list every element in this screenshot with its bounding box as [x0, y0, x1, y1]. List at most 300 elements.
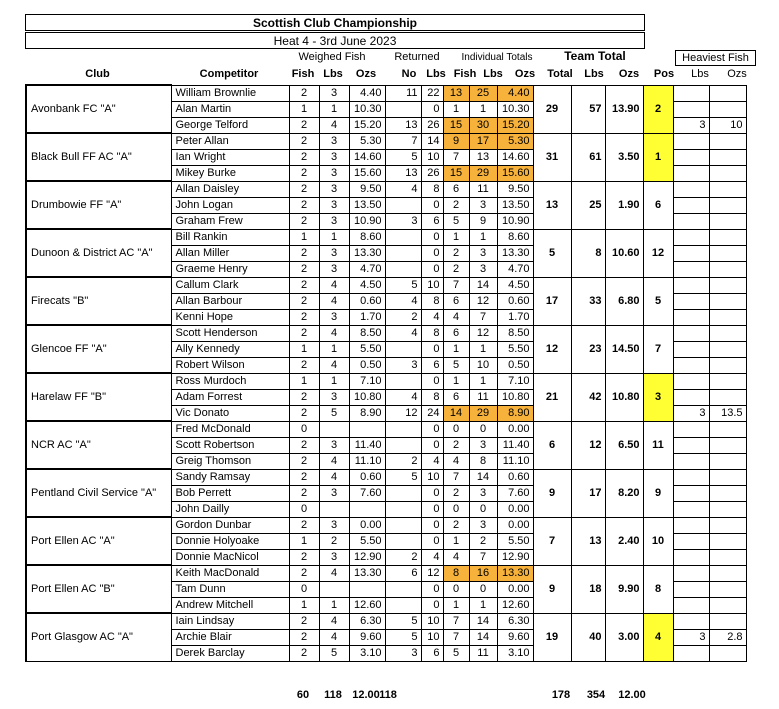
individual-fish: 6 — [443, 389, 469, 405]
team-lbs: 33 — [571, 277, 605, 325]
weighed-lbs: 3 — [319, 261, 349, 277]
heaviest-lbs — [673, 245, 709, 261]
heaviest-ozs — [709, 197, 746, 213]
individual-fish: 1 — [443, 597, 469, 613]
individual-fish: 7 — [443, 469, 469, 485]
weighed-ozs: 5.50 — [349, 341, 385, 357]
heaviest-ozs — [709, 501, 746, 517]
competitor-name: Tam Dunn — [171, 581, 289, 597]
club-name: Port Glasgow AC "A" — [26, 613, 171, 661]
returned-lbs: 24 — [421, 405, 443, 421]
returned-lbs: 0 — [421, 373, 443, 389]
individual-fish: 4 — [443, 309, 469, 325]
weighed-ozs: 15.20 — [349, 117, 385, 133]
returned-lbs: 0 — [421, 229, 443, 245]
weighed-fish: 2 — [289, 85, 319, 101]
team-total: 9 — [533, 469, 571, 517]
returned-no — [385, 421, 421, 437]
heaviest-ozs — [709, 389, 746, 405]
weighed-lbs: 4 — [319, 293, 349, 309]
returned-no: 3 — [385, 357, 421, 373]
heaviest-ozs — [709, 181, 746, 197]
team-lbs: 12 — [571, 421, 605, 469]
competitor-name: Derek Barclay — [171, 645, 289, 661]
returned-lbs: 4 — [421, 309, 443, 325]
individual-fish: 7 — [443, 277, 469, 293]
col-ozs: Ozs — [355, 68, 377, 80]
club-name: Port Ellen AC "B" — [26, 565, 171, 613]
returned-lbs: 8 — [421, 181, 443, 197]
returned-lbs: 0 — [421, 597, 443, 613]
heaviest-lbs — [673, 373, 709, 389]
weighed-ozs: 10.30 — [349, 101, 385, 117]
heaviest-lbs — [673, 309, 709, 325]
individual-lbs: 13 — [469, 149, 497, 165]
weighed-lbs: 3 — [319, 197, 349, 213]
individual-lbs: 30 — [469, 117, 497, 133]
heaviest-ozs — [709, 549, 746, 565]
weighed-fish: 2 — [289, 261, 319, 277]
individual-fish: 0 — [443, 501, 469, 517]
returned-lbs: 0 — [421, 261, 443, 277]
weighed-fish: 2 — [289, 453, 319, 469]
team-lbs: 17 — [571, 469, 605, 517]
individual-ozs: 15.60 — [497, 165, 533, 181]
competitor-name: Fred McDonald — [171, 421, 289, 437]
weighed-ozs: 7.10 — [349, 373, 385, 389]
returned-no: 5 — [385, 613, 421, 629]
heaviest-ozs — [709, 309, 746, 325]
competitor-name: Vic Donato — [171, 405, 289, 421]
returned-lbs: 0 — [421, 245, 443, 261]
total-lbs: 118 — [324, 689, 342, 701]
weighed-fish: 2 — [289, 357, 319, 373]
returned-no — [385, 501, 421, 517]
weighed-fish: 2 — [289, 565, 319, 581]
heaviest-ozs — [709, 437, 746, 453]
individual-fish: 5 — [443, 213, 469, 229]
table-row — [26, 517, 746, 533]
returned-no: 5 — [385, 629, 421, 645]
team-total: 12 — [533, 325, 571, 373]
table-row — [26, 469, 746, 485]
weighed-lbs: 3 — [319, 181, 349, 197]
heaviest-lbs — [673, 533, 709, 549]
individual-ozs: 6.30 — [497, 613, 533, 629]
individual-lbs: 0 — [469, 501, 497, 517]
individual-fish: 6 — [443, 181, 469, 197]
team-total: 21 — [533, 373, 571, 421]
returned-no — [385, 581, 421, 597]
weighed-lbs: 1 — [319, 341, 349, 357]
weighed-ozs: 10.90 — [349, 213, 385, 229]
weighed-lbs: 1 — [319, 373, 349, 389]
heaviest-ozs — [709, 645, 746, 661]
individual-fish: 4 — [443, 549, 469, 565]
individual-ozs: 5.50 — [497, 341, 533, 357]
returned-no — [385, 533, 421, 549]
returned-no: 4 — [385, 181, 421, 197]
heaviest-lbs — [673, 581, 709, 597]
returned-no — [385, 373, 421, 389]
table-row — [26, 613, 746, 629]
weighed-ozs — [349, 581, 385, 597]
weighed-lbs: 4 — [319, 357, 349, 373]
returned-lbs: 10 — [421, 469, 443, 485]
results-table — [25, 84, 747, 662]
team-lbs: 40 — [571, 613, 605, 661]
returned-no — [385, 597, 421, 613]
returned-no: 5 — [385, 469, 421, 485]
team-total: 19 — [533, 613, 571, 661]
individual-fish: 15 — [443, 117, 469, 133]
heaviest-lbs — [673, 645, 709, 661]
team-ozs: 6.80 — [605, 277, 643, 325]
individual-ozs: 13.50 — [497, 197, 533, 213]
col-heavy-lbs: Lbs — [691, 68, 709, 80]
individual-fish: 2 — [443, 197, 469, 213]
weighed-lbs — [319, 501, 349, 517]
weighed-lbs: 4 — [319, 565, 349, 581]
individual-ozs: 3.10 — [497, 645, 533, 661]
competitor-name: Andrew Mitchell — [171, 597, 289, 613]
returned-no — [385, 229, 421, 245]
weighed-ozs: 3.10 — [349, 645, 385, 661]
weighed-lbs: 3 — [319, 213, 349, 229]
col-pos: Pos — [653, 68, 675, 80]
individual-fish: 4 — [443, 453, 469, 469]
col-club: Club — [85, 68, 110, 80]
weighed-fish: 2 — [289, 469, 319, 485]
table-row — [26, 373, 746, 389]
weighed-fish: 1 — [289, 229, 319, 245]
heaviest-lbs — [673, 149, 709, 165]
team-total: 17 — [533, 277, 571, 325]
heaviest-ozs — [709, 453, 746, 469]
returned-no: 2 — [385, 309, 421, 325]
individual-lbs: 10 — [469, 357, 497, 373]
weighed-fish-header: Weighed Fish — [298, 51, 366, 63]
team-position: 1 — [643, 133, 673, 181]
heaviest-ozs — [709, 293, 746, 309]
team-ozs: 3.50 — [605, 133, 643, 181]
individual-fish: 2 — [443, 517, 469, 533]
individual-fish: 6 — [443, 293, 469, 309]
returned-lbs: 22 — [421, 85, 443, 101]
team-ozs: 10.80 — [605, 373, 643, 421]
individual-lbs: 7 — [469, 549, 497, 565]
heaviest-lbs — [673, 453, 709, 469]
individual-lbs: 11 — [469, 181, 497, 197]
returned-lbs: 8 — [421, 389, 443, 405]
heaviest-ozs — [709, 517, 746, 533]
weighed-fish: 2 — [289, 517, 319, 533]
individual-ozs: 0.00 — [497, 421, 533, 437]
team-position: 7 — [643, 325, 673, 373]
team-ozs: 14.50 — [605, 325, 643, 373]
competitor-name: Gordon Dunbar — [171, 517, 289, 533]
individual-ozs: 10.90 — [497, 213, 533, 229]
weighed-fish: 1 — [289, 341, 319, 357]
heaviest-lbs — [673, 389, 709, 405]
weighed-fish: 1 — [289, 533, 319, 549]
individual-lbs: 3 — [469, 245, 497, 261]
individual-fish: 0 — [443, 421, 469, 437]
heaviest-ozs — [709, 149, 746, 165]
table-row — [26, 325, 746, 341]
weighed-lbs: 4 — [319, 325, 349, 341]
col-team-ozs: Ozs — [618, 68, 640, 80]
individual-fish: 1 — [443, 533, 469, 549]
individual-ozs: 7.10 — [497, 373, 533, 389]
individual-totals-header: Individual Totals — [461, 52, 533, 63]
individual-lbs: 3 — [469, 197, 497, 213]
team-ozs: 13.90 — [605, 85, 643, 133]
weighed-ozs: 15.60 — [349, 165, 385, 181]
individual-fish: 1 — [443, 229, 469, 245]
returned-lbs: 0 — [421, 517, 443, 533]
competitor-name: Peter Allan — [171, 133, 289, 149]
returned-lbs: 26 — [421, 165, 443, 181]
team-position: 5 — [643, 277, 673, 325]
weighed-ozs: 13.30 — [349, 245, 385, 261]
weighed-ozs: 8.60 — [349, 229, 385, 245]
weighed-fish: 2 — [289, 613, 319, 629]
weighed-ozs: 4.50 — [349, 277, 385, 293]
individual-lbs: 0 — [469, 581, 497, 597]
weighed-ozs: 10.80 — [349, 389, 385, 405]
team-position: 2 — [643, 85, 673, 133]
heaviest-lbs — [673, 517, 709, 533]
team-lbs: 61 — [571, 133, 605, 181]
weighed-lbs: 3 — [319, 549, 349, 565]
heaviest-lbs — [673, 565, 709, 581]
col-heavy-ozs: Ozs — [727, 68, 747, 80]
competitor-name: Archie Blair — [171, 629, 289, 645]
individual-lbs: 11 — [469, 389, 497, 405]
competitor-name: Scott Robertson — [171, 437, 289, 453]
club-name: Pentland Civil Service "A" — [26, 469, 171, 517]
returned-no: 12 — [385, 405, 421, 421]
club-name: Firecats "B" — [26, 277, 171, 325]
individual-ozs: 11.40 — [497, 437, 533, 453]
individual-fish: 1 — [443, 101, 469, 117]
competitor-name: Donnie Holyoake — [171, 533, 289, 549]
individual-ozs: 12.90 — [497, 549, 533, 565]
individual-ozs: 9.50 — [497, 181, 533, 197]
individual-fish: 7 — [443, 629, 469, 645]
club-name: Black Bull FF AC "A" — [26, 133, 171, 181]
weighed-fish: 2 — [289, 437, 319, 453]
competitor-name: Alan Martin — [171, 101, 289, 117]
returned-no: 11 — [385, 85, 421, 101]
competitor-name: Donnie MacNicol — [171, 549, 289, 565]
individual-ozs: 5.30 — [497, 133, 533, 149]
competitor-name: John Dailly — [171, 501, 289, 517]
heaviest-ozs — [709, 165, 746, 181]
table-row — [26, 229, 746, 245]
weighed-fish: 2 — [289, 309, 319, 325]
club-name: Harelaw FF "B" — [26, 373, 171, 421]
individual-fish: 8 — [443, 565, 469, 581]
weighed-fish: 2 — [289, 181, 319, 197]
individual-ozs: 0.00 — [497, 517, 533, 533]
heaviest-lbs — [673, 549, 709, 565]
competitor-name: Allan Daisley — [171, 181, 289, 197]
returned-no: 5 — [385, 149, 421, 165]
weighed-lbs: 3 — [319, 85, 349, 101]
individual-ozs: 13.30 — [497, 245, 533, 261]
weighed-lbs: 3 — [319, 165, 349, 181]
heaviest-lbs — [673, 469, 709, 485]
team-position: 10 — [643, 517, 673, 565]
col-returned-no: No — [401, 68, 417, 80]
returned-no: 7 — [385, 133, 421, 149]
weighed-fish: 0 — [289, 421, 319, 437]
weighed-lbs: 1 — [319, 229, 349, 245]
weighed-fish: 2 — [289, 405, 319, 421]
individual-fish: 2 — [443, 261, 469, 277]
table-row — [26, 277, 746, 293]
returned-lbs: 0 — [421, 341, 443, 357]
returned-lbs: 26 — [421, 117, 443, 133]
individual-lbs: 0 — [469, 421, 497, 437]
returned-header: Returned — [394, 51, 440, 63]
team-ozs: 9.90 — [605, 565, 643, 613]
returned-lbs: 0 — [421, 437, 443, 453]
competitor-name: Adam Forrest — [171, 389, 289, 405]
individual-ozs: 13.30 — [497, 565, 533, 581]
heaviest-ozs — [709, 357, 746, 373]
individual-ozs: 0.60 — [497, 469, 533, 485]
team-lbs: 57 — [571, 85, 605, 133]
team-total: 6 — [533, 421, 571, 469]
individual-lbs: 7 — [469, 309, 497, 325]
heaviest-ozs — [709, 469, 746, 485]
individual-fish: 2 — [443, 485, 469, 501]
returned-lbs: 14 — [421, 133, 443, 149]
individual-lbs: 17 — [469, 133, 497, 149]
returned-lbs: 4 — [421, 549, 443, 565]
weighed-ozs: 8.90 — [349, 405, 385, 421]
returned-lbs: 0 — [421, 581, 443, 597]
team-total: 7 — [533, 517, 571, 565]
weighed-ozs: 5.30 — [349, 133, 385, 149]
returned-lbs: 8 — [421, 293, 443, 309]
heaviest-ozs — [709, 565, 746, 581]
individual-lbs: 16 — [469, 565, 497, 581]
individual-lbs: 29 — [469, 405, 497, 421]
weighed-fish: 1 — [289, 373, 319, 389]
individual-ozs: 10.80 — [497, 389, 533, 405]
total-ozs: 12.00 — [352, 689, 380, 701]
heaviest-lbs — [673, 101, 709, 117]
competitor-name: Allan Miller — [171, 245, 289, 261]
individual-fish: 0 — [443, 581, 469, 597]
returned-no: 4 — [385, 293, 421, 309]
returned-no — [385, 437, 421, 453]
returned-no — [385, 517, 421, 533]
weighed-fish: 2 — [289, 645, 319, 661]
individual-ozs: 1.70 — [497, 309, 533, 325]
team-position: 9 — [643, 469, 673, 517]
returned-lbs: 0 — [421, 501, 443, 517]
returned-lbs: 6 — [421, 645, 443, 661]
grand-team-lbs: 354 — [586, 689, 606, 701]
grand-team-total: 178 — [551, 689, 571, 701]
team-ozs: 3.00 — [605, 613, 643, 661]
col-returned-lbs: Lbs — [426, 68, 446, 80]
team-lbs: 8 — [571, 229, 605, 277]
individual-lbs: 14 — [469, 469, 497, 485]
heaviest-lbs — [673, 277, 709, 293]
heaviest-fish-header: Heaviest Fish — [675, 50, 756, 66]
individual-fish: 1 — [443, 373, 469, 389]
weighed-ozs: 8.50 — [349, 325, 385, 341]
returned-no: 13 — [385, 165, 421, 181]
weighed-lbs: 3 — [319, 485, 349, 501]
individual-fish: 7 — [443, 613, 469, 629]
individual-lbs: 14 — [469, 629, 497, 645]
weighed-lbs: 4 — [319, 613, 349, 629]
returned-lbs: 0 — [421, 197, 443, 213]
weighed-lbs — [319, 421, 349, 437]
heaviest-lbs — [673, 485, 709, 501]
competitor-name: Scott Henderson — [171, 325, 289, 341]
weighed-ozs: 13.50 — [349, 197, 385, 213]
returned-no — [385, 485, 421, 501]
individual-lbs: 3 — [469, 437, 497, 453]
heaviest-ozs — [709, 213, 746, 229]
competitor-name: John Logan — [171, 197, 289, 213]
weighed-ozs: 11.10 — [349, 453, 385, 469]
weighed-fish: 2 — [289, 549, 319, 565]
individual-ozs: 9.60 — [497, 629, 533, 645]
weighed-lbs: 4 — [319, 469, 349, 485]
weighed-ozs: 5.50 — [349, 533, 385, 549]
team-ozs: 6.50 — [605, 421, 643, 469]
team-ozs: 1.90 — [605, 181, 643, 229]
heaviest-ozs — [709, 613, 746, 629]
heaviest-lbs — [673, 133, 709, 149]
team-lbs: 23 — [571, 325, 605, 373]
team-position: 11 — [643, 421, 673, 469]
team-lbs: 13 — [571, 517, 605, 565]
individual-fish: 1 — [443, 341, 469, 357]
weighed-lbs: 3 — [319, 389, 349, 405]
team-total: 5 — [533, 229, 571, 277]
heaviest-ozs — [709, 261, 746, 277]
weighed-fish: 1 — [289, 101, 319, 117]
weighed-fish: 0 — [289, 581, 319, 597]
heaviest-lbs: 3 — [673, 405, 709, 421]
individual-fish: 5 — [443, 645, 469, 661]
returned-no: 3 — [385, 645, 421, 661]
heaviest-lbs — [673, 293, 709, 309]
team-ozs: 2.40 — [605, 517, 643, 565]
individual-lbs: 3 — [469, 485, 497, 501]
competitor-name: Mikey Burke — [171, 165, 289, 181]
individual-lbs: 1 — [469, 341, 497, 357]
individual-ozs: 4.40 — [497, 85, 533, 101]
weighed-ozs: 11.40 — [349, 437, 385, 453]
weighed-lbs: 5 — [319, 405, 349, 421]
col-ind-ozs: Ozs — [514, 68, 536, 80]
returned-lbs: 10 — [421, 629, 443, 645]
weighed-lbs: 4 — [319, 629, 349, 645]
returned-no — [385, 261, 421, 277]
individual-ozs: 8.60 — [497, 229, 533, 245]
